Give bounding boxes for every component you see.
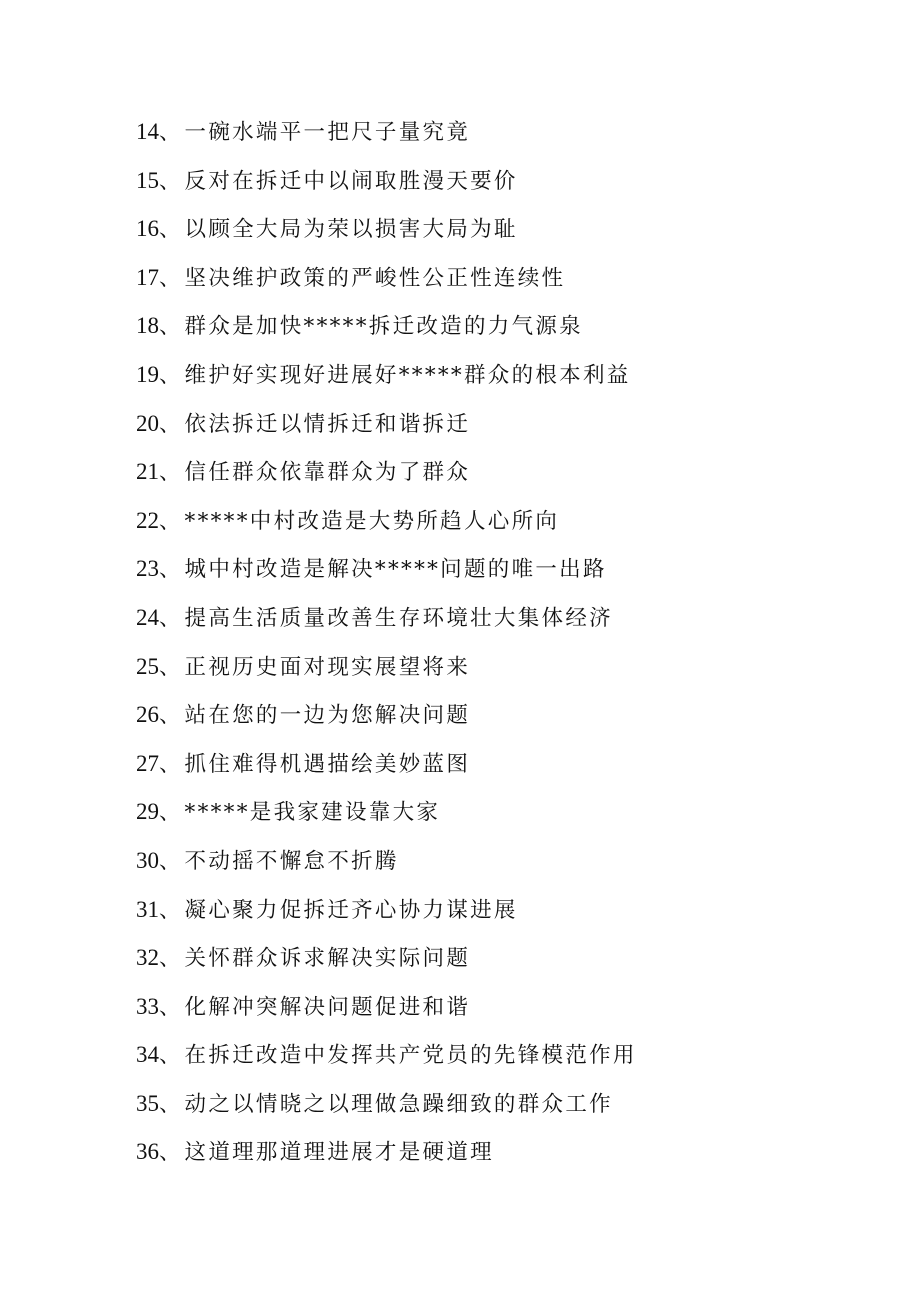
item-number: 33	[136, 993, 159, 1019]
item-separator: 、	[159, 751, 181, 777]
item-separator: 、	[159, 362, 181, 388]
item-number: 35	[136, 1090, 159, 1116]
item-separator: 、	[159, 654, 181, 680]
item-number: 36	[136, 1139, 159, 1165]
item-number: 15	[136, 167, 159, 193]
item-number: 34	[136, 1042, 159, 1068]
item-text: 关怀群众诉求解决实际问题	[184, 946, 471, 972]
list-item	[136, 497, 637, 546]
list-item	[136, 643, 637, 692]
item-separator: 、	[159, 460, 181, 486]
list-item	[136, 108, 637, 157]
item-separator: 、	[159, 314, 181, 340]
list-item	[136, 594, 637, 643]
item-number: 22	[136, 507, 159, 533]
item-separator: 、	[159, 217, 181, 243]
item-separator: 、	[159, 1091, 181, 1117]
list-item	[136, 691, 637, 740]
item-number: 31	[136, 896, 159, 922]
item-number: 18	[136, 313, 159, 339]
item-text: 动之以情晓之以理做急躁细致的群众工作	[184, 1091, 613, 1117]
item-text: 一碗水端平一把尺子量究竟	[184, 120, 471, 145]
item-number: 17	[136, 264, 159, 290]
item-text: 依法拆迁以情拆迁和谐拆迁	[184, 411, 471, 437]
item-text: 城中村改造是解决*****问题的唯一出路	[184, 557, 607, 583]
item-number: 29	[136, 799, 159, 825]
item-separator: 、	[159, 703, 181, 729]
item-separator: 、	[159, 411, 181, 437]
item-text: 维护好实现好进展好*****群众的根本利益	[184, 362, 631, 388]
item-number: 21	[136, 459, 159, 485]
item-separator: 、	[159, 605, 181, 631]
item-text: 化解冲突解决问题促进和谐	[184, 994, 471, 1020]
list-item	[136, 934, 637, 983]
item-separator: 、	[159, 265, 181, 291]
item-text: 信任群众依靠群众为了群众	[184, 460, 471, 486]
item-number: 30	[136, 847, 159, 873]
list-item	[136, 400, 637, 449]
list-item	[136, 254, 637, 303]
item-separator: 、	[159, 946, 181, 972]
item-text: 这道理那道理进展才是硬道理	[184, 1140, 494, 1166]
item-separator: 、	[159, 508, 181, 534]
list-item	[136, 351, 637, 400]
item-separator: 、	[159, 168, 181, 194]
item-separator: 、	[159, 557, 181, 583]
item-separator: 、	[159, 120, 181, 145]
item-text: 站在您的一边为您解决问题	[184, 703, 471, 729]
item-text: *****是我家建设靠大家	[184, 800, 441, 826]
item-separator: 、	[159, 994, 181, 1020]
item-text: 以顾全大局为荣以损害大局为耻	[184, 217, 518, 243]
item-text: 抓住难得机遇描绘美妙蓝图	[184, 751, 471, 777]
list-item	[136, 1031, 637, 1080]
list-item	[136, 1128, 637, 1177]
item-text: 在拆迁改造中发挥共产党员的先锋模范作用	[184, 1043, 637, 1069]
item-number: 27	[136, 750, 159, 776]
item-text: 提高生活质量改善生存环境壮大集体经济	[184, 605, 613, 631]
list-item	[136, 302, 637, 351]
item-separator: 、	[159, 1140, 181, 1166]
item-text: 不动摇不懈怠不折腾	[184, 848, 399, 874]
item-text: 正视历史面对现实展望将来	[184, 654, 471, 680]
item-text: 群众是加快*****拆迁改造的力气源泉	[184, 314, 583, 340]
list-item	[136, 886, 637, 935]
list-item	[136, 837, 637, 886]
item-number: 19	[136, 361, 159, 387]
list-item	[136, 448, 637, 497]
item-number: 20	[136, 410, 159, 436]
item-separator: 、	[159, 848, 181, 874]
item-number: 24	[136, 604, 159, 630]
item-separator: 、	[159, 1043, 181, 1069]
item-separator: 、	[159, 800, 181, 826]
item-text: 坚决维护政策的严峻性公正性连续性	[184, 265, 566, 291]
item-number: 32	[136, 945, 159, 971]
item-separator: 、	[159, 897, 181, 923]
item-text: *****中村改造是大势所趋人心所向	[184, 508, 560, 534]
list-item	[136, 1080, 637, 1129]
list-item	[136, 205, 637, 254]
item-number: 25	[136, 653, 159, 679]
item-number: 14	[136, 119, 159, 144]
item-number: 26	[136, 702, 159, 728]
slogan-list	[136, 108, 637, 1177]
item-text: 凝心聚力促拆迁齐心协力谋进展	[184, 897, 518, 923]
list-item	[136, 545, 637, 594]
list-item	[136, 157, 637, 206]
item-number: 23	[136, 556, 159, 582]
item-text: 反对在拆迁中以闹取胜漫天要价	[184, 168, 518, 194]
list-item	[136, 788, 637, 837]
list-item	[136, 740, 637, 789]
list-item	[136, 983, 637, 1032]
item-number: 16	[136, 216, 159, 242]
